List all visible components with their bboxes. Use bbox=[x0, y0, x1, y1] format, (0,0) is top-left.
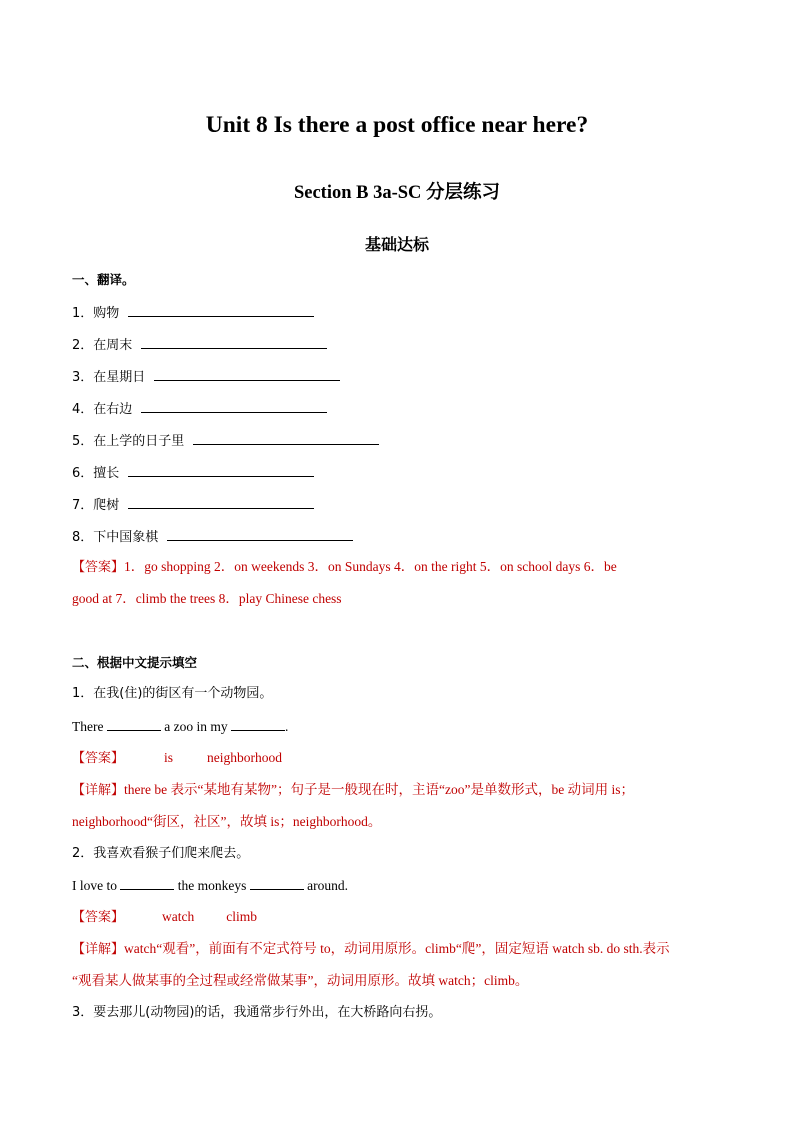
question-2-answer bbox=[72, 907, 257, 928]
fill-blank[interactable] bbox=[120, 875, 174, 890]
explain-text: “爬” bbox=[455, 941, 482, 956]
item-number: 4． bbox=[72, 402, 94, 417]
item-number: 8． bbox=[72, 530, 94, 545]
explain-text: “观看” bbox=[156, 941, 196, 956]
item-text: 爬树 bbox=[93, 498, 120, 513]
answer-blank[interactable] bbox=[128, 494, 314, 509]
answer-value: neighborhood bbox=[207, 750, 283, 765]
part1-answer-cont: good at 7．climb the trees 8．play Chinese chess bbox=[72, 591, 342, 606]
translation-item-2 bbox=[72, 334, 327, 356]
part2-heading: 二、根据中文提示填空 bbox=[72, 655, 198, 670]
item-text: 在周末 bbox=[93, 338, 133, 353]
answer-text: 1．go shopping 2．on weekends 3．on Sundays 4．on the right 5．on school days 6．be bbox=[124, 559, 617, 574]
question-1-sentence bbox=[72, 716, 288, 737]
item-text: 在星期日 bbox=[93, 370, 146, 385]
part1-answer bbox=[72, 557, 617, 578]
translation-item-6 bbox=[72, 462, 314, 484]
translation-item-4 bbox=[72, 398, 327, 420]
fill-blank[interactable] bbox=[250, 875, 304, 890]
answer-blank[interactable] bbox=[128, 302, 314, 317]
fill-blank[interactable] bbox=[107, 716, 161, 731]
translation-item-3 bbox=[72, 366, 340, 388]
fill-blank[interactable] bbox=[231, 716, 285, 731]
item-text: 在右边 bbox=[93, 402, 133, 417]
answer-blank[interactable] bbox=[141, 398, 327, 413]
item-number: 7． bbox=[72, 498, 94, 513]
sentence-part: a zoo in my bbox=[160, 719, 231, 734]
sentence-part: I love to bbox=[72, 878, 121, 893]
answer-value: climb bbox=[226, 909, 257, 924]
explain-text: “街区，社区” bbox=[147, 814, 227, 829]
question-2-explanation-cont bbox=[72, 971, 528, 991]
question-1-explanation bbox=[72, 780, 634, 801]
item-text: 下中国象棋 bbox=[93, 530, 159, 545]
translation-item-5 bbox=[72, 430, 379, 452]
level-heading: 基础达标 bbox=[364, 235, 429, 254]
item-text: 购物 bbox=[93, 306, 120, 321]
answer-value: is bbox=[164, 750, 174, 765]
explain-text: there be 表示“某地有某物”；句子是一般现在时，主语“zoo” bbox=[124, 782, 471, 797]
answer-value: watch bbox=[162, 909, 195, 924]
explain-label: 【详解】 bbox=[72, 783, 125, 798]
translation-item-8 bbox=[72, 526, 353, 548]
explain-text: ，前面有不定式符号 to，动词用原形。climb bbox=[195, 941, 456, 956]
answer-blank[interactable] bbox=[167, 526, 353, 541]
sentence-part: around. bbox=[303, 878, 348, 893]
explain-text: ，动词用原形。故填 watch；climb。 bbox=[313, 973, 529, 988]
answer-label: 【答案】 bbox=[72, 751, 125, 766]
explain-text: be 动词用 is； bbox=[551, 782, 634, 797]
answer-blank[interactable] bbox=[141, 334, 327, 349]
explain-text: 是单数形式， bbox=[470, 782, 552, 797]
question-1-answer bbox=[72, 748, 282, 769]
page-title: Unit 8 Is there a post office near here? bbox=[205, 112, 589, 138]
answer-blank[interactable] bbox=[193, 430, 379, 445]
part1-heading: 一、翻译。 bbox=[72, 272, 135, 287]
explain-label: 【详解】 bbox=[72, 942, 125, 957]
sentence-part: There bbox=[72, 719, 107, 734]
explain-text: “观看某人做某事的全过程或经常做某事” bbox=[72, 973, 314, 988]
answer-blank[interactable] bbox=[128, 462, 314, 477]
question-1-prompt: 1．在我(住)的街区有一个动物园。 bbox=[72, 686, 273, 701]
item-number: 3． bbox=[72, 370, 94, 385]
sentence-part: the monkeys bbox=[174, 878, 250, 893]
question-3-prompt: 3．要去那儿(动物园)的话，我通常步行外出，在大桥路向右拐。 bbox=[72, 1005, 442, 1020]
answer-label: 【答案】 bbox=[72, 910, 125, 925]
question-2-explanation bbox=[72, 939, 670, 960]
item-number: 6． bbox=[72, 466, 94, 481]
question-2-sentence bbox=[72, 875, 348, 896]
item-number: 2． bbox=[72, 338, 94, 353]
answer-label: 【答案】 bbox=[72, 560, 125, 575]
item-number: 1． bbox=[72, 306, 94, 321]
answer-blank[interactable] bbox=[154, 366, 340, 381]
item-text: 在上学的日子里 bbox=[93, 434, 185, 449]
explain-text: neighborhood bbox=[72, 814, 147, 829]
explain-text: ，故填 is；neighborhood。 bbox=[226, 814, 382, 829]
sentence-part: . bbox=[284, 719, 289, 734]
question-2-prompt: 2．我喜欢看猴子们爬来爬去。 bbox=[72, 846, 250, 861]
explain-text: ，固定短语 watch sb. do sth.表示 bbox=[481, 941, 670, 956]
question-1-explanation-cont bbox=[72, 812, 381, 832]
translation-item-7 bbox=[72, 494, 314, 516]
translation-item-1 bbox=[72, 302, 314, 324]
explain-text: watch bbox=[124, 941, 157, 956]
item-text: 擅长 bbox=[93, 466, 120, 481]
item-number: 5． bbox=[72, 434, 94, 449]
section-subtitle: Section B 3a-SC 分层练习 bbox=[293, 183, 501, 203]
